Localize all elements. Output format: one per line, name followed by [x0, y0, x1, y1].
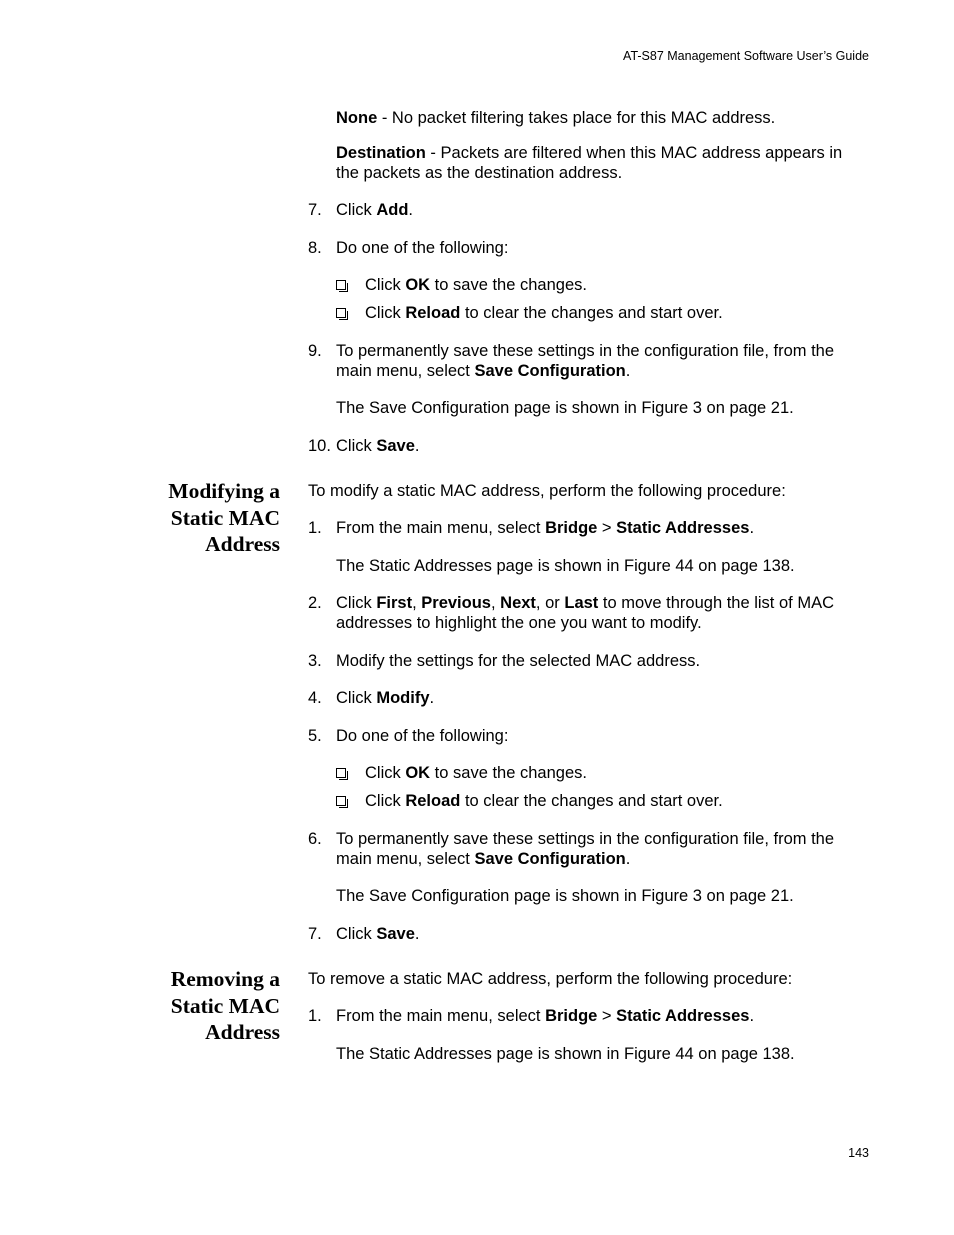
checkbox-bullet-icon — [336, 304, 346, 324]
step-navigate: Click First, Previous, Next, or Last to move through the list of MAC — [336, 594, 834, 612]
option-destination-cont: the packets as the destination address. — [336, 164, 623, 182]
bullet-click-reload: Click Reload to clear the changes and start over. — [365, 792, 723, 810]
step-number: 1. — [308, 519, 322, 537]
section-heading-remove: Removing a Static MAC Address — [170, 967, 280, 1044]
step-number: 3. — [308, 652, 322, 670]
section-heading-modify: Modifying a Static MAC Address — [168, 479, 280, 556]
step-number: 8. — [308, 239, 322, 257]
step-number: 10. — [308, 437, 331, 455]
checkbox-bullet-icon — [336, 276, 346, 296]
step-save-config-line1: To permanently save these settings in the configuration file, from the — [336, 830, 835, 848]
running-header: AT-S87 Management Software User’s Guide — [623, 49, 869, 63]
step-do-one: Do one of the following: — [336, 239, 509, 257]
bullet-click-reload: Click Reload to clear the changes and start over. — [365, 304, 723, 322]
step-note: The Static Addresses page is shown in Figure 44 on page 138. — [336, 557, 795, 575]
step-select-static: From the main menu, select Bridge > Static Addresses. — [336, 519, 755, 537]
step-number: 7. — [308, 201, 322, 219]
step-save-config-line1: To permanently save these settings in the configuration file, from the — [336, 342, 835, 360]
section-intro: To remove a static MAC address, perform the following procedure: — [308, 970, 793, 988]
option-none: None - No packet filtering takes place for this MAC address. — [336, 109, 776, 127]
step-note: The Save Configuration page is shown in Figure 3 on page 21. — [336, 887, 794, 905]
checkbox-bullet-icon — [336, 764, 346, 784]
section-intro: To modify a static MAC address, perform the following procedure: — [308, 482, 786, 500]
step-number: 5. — [308, 727, 322, 745]
step-note: The Save Configuration page is shown in Figure 3 on page 21. — [336, 399, 794, 417]
step-select-static: From the main menu, select Bridge > Static Addresses. — [336, 1007, 755, 1025]
step-number: 2. — [308, 594, 322, 612]
step-number: 6. — [308, 830, 322, 848]
step-click-modify: Click Modify. — [336, 689, 435, 707]
step-save-config-line2: main menu, select Save Configuration. — [336, 850, 631, 868]
page-number: 143 — [848, 1146, 869, 1160]
step-modify-settings: Modify the settings for the selected MAC address. — [336, 652, 701, 670]
option-destination: Destination - Packets are filtered when this MAC address appears in — [336, 144, 843, 162]
step-note: The Static Addresses page is shown in Figure 44 on page 138. — [336, 1045, 795, 1063]
step-number: 4. — [308, 689, 322, 707]
checkbox-bullet-icon — [336, 792, 346, 812]
bullet-click-ok: Click OK to save the changes. — [365, 764, 587, 782]
step-number: 1. — [308, 1007, 322, 1025]
step-do-one: Do one of the following: — [336, 727, 509, 745]
step-click-add: Click Add. — [336, 201, 414, 219]
step-click-save: Click Save. — [336, 925, 420, 943]
step-number: 9. — [308, 342, 322, 360]
step-navigate-cont: addresses to highlight the one you want to modify. — [336, 614, 702, 632]
step-save-config-line2: main menu, select Save Configuration. — [336, 362, 631, 380]
bullet-click-ok: Click OK to save the changes. — [365, 276, 587, 294]
step-click-save: Click Save. — [336, 437, 420, 455]
step-number: 7. — [308, 925, 322, 943]
